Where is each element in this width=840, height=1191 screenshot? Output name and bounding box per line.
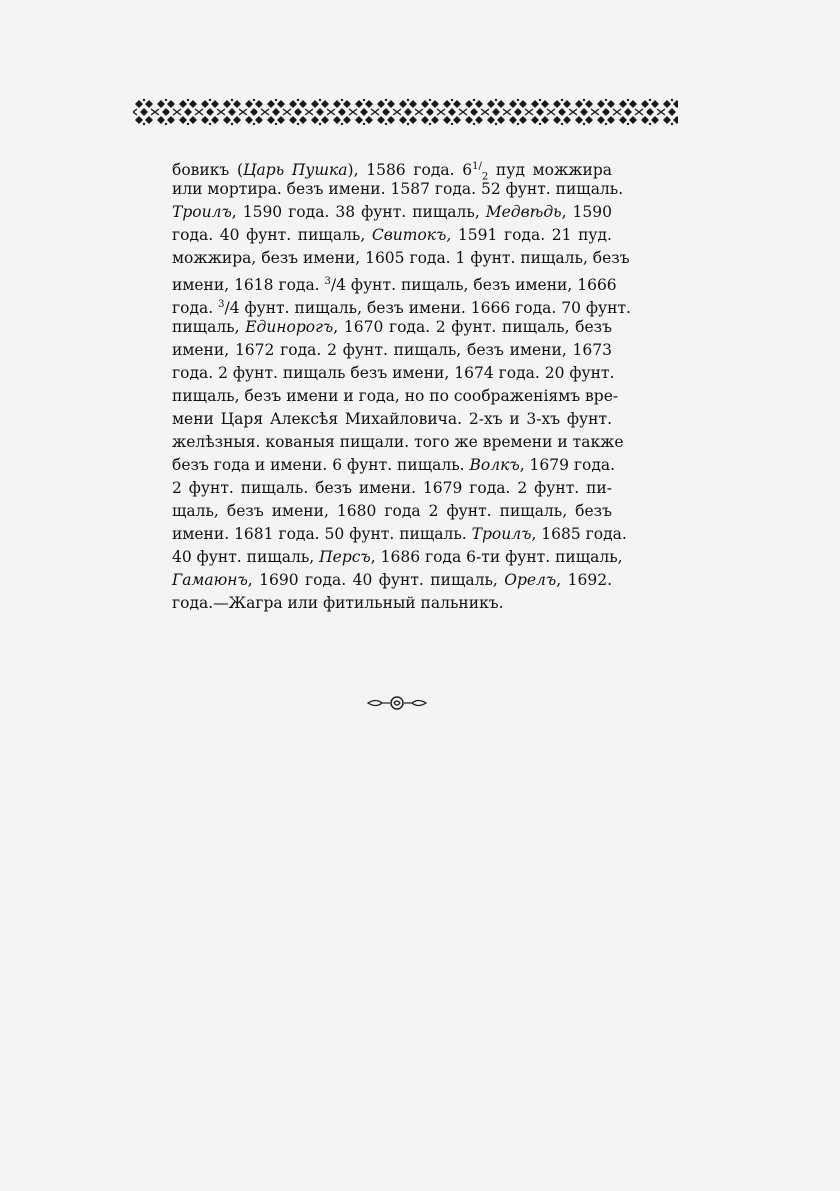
text-segment: , 1590 года. 38 фунт. пищаль, [231,203,486,221]
ornament-band-graphic [133,96,678,128]
text-segment: бовикъ ( [172,161,244,180]
text-line [172,362,615,385]
text-segment: , 1686 года 6-ти фунт. пищаль, [370,548,623,566]
text-line [172,500,612,523]
text-segment: 1/ [472,161,482,172]
text-segment: имени. 1681 года. 50 фунт. пищаль. [172,525,472,543]
text-line [172,454,616,477]
text-segment: пищаль, [172,318,246,336]
text-segment: года. [172,299,219,318]
text-line [172,178,624,201]
text-segment: 2 фунт. пищаль. безъ имени. 1679 года. 2 фунт. пи- [172,479,612,497]
text-segment: , 1690 года. 40 фунт. пищаль, [247,571,505,589]
text-segment: пищаль, безъ имени и года, но по соображеніямъ вре- [172,387,619,405]
tail-ornament [366,694,428,712]
text-segment: , 1590 [561,203,612,221]
text-segment: /4 фунт. пищаль, безъ имени. 1666 года. 70 фунт. [224,299,631,318]
text-segment: 2 [481,171,489,183]
text-line [172,523,627,546]
text-line [172,247,630,270]
text-segment: мени Царя Алексѣя Михайловича. 2-хъ и 3-хъ фунт. [172,410,612,428]
text-segment: можжира, безъ имени, 1605 года. 1 фунт. пищаль, безъ [172,249,630,267]
text-segment: 1591 года. 21 пуд. [451,226,612,244]
text-segment: пуд можжира [488,161,613,180]
text-line [172,546,623,569]
text-segment: 3 [218,299,225,310]
italic-name: Единорогъ [245,318,334,336]
text-line [172,339,612,362]
italic-name: Медвѣдь [485,203,562,221]
text-segment: года. 2 фунт. пищаль безъ имени, 1674 года. 20 фунт. [172,364,615,382]
text-segment: года.—Жагра или фитильный пальникъ. [172,594,504,612]
text-line [172,569,612,592]
italic-name: Персъ [319,548,371,566]
text-segment: , 1679 года. [519,456,616,474]
text-segment: безъ года и имени. 6 фунт. пищаль. [172,456,470,474]
italic-name: Гамаюнъ [172,571,248,589]
text-segment: имени, 1672 года. 2 фунт. пищаль, безъ имени, 1673 [172,341,612,359]
tail-ornament-graphic [366,694,428,712]
text-line [172,385,619,408]
body-text [172,155,631,615]
text-segment: ), 1586 года. 6 [347,161,473,180]
text-line [172,201,612,224]
text-line [172,408,612,431]
text-line [172,155,613,183]
text-segment: 40 фунт. пищаль, [172,548,320,566]
italic-name: Волкъ [469,456,520,474]
text-line [172,431,624,454]
text-segment: имени, 1618 года. [172,276,325,295]
text-segment: /4 фунт. пищаль, безъ имени, 1666 [330,276,617,295]
text-segment: или мортира. безъ имени. 1587 года. 52 фунт. пищаль. [172,180,624,198]
text-segment: желѣзныя. кованыя пищали. того же времени и также [172,433,624,451]
italic-name: Орелъ [504,571,557,589]
text-line [172,592,612,615]
text-segment: , 1692. [556,571,612,589]
italic-name: Царь Пушка [243,161,348,180]
italic-name: Свитокъ, [371,226,452,244]
text-line [172,316,612,339]
text-line [172,293,631,318]
header-ornament-band [133,96,678,128]
text-segment: щаль, безъ имени, 1680 года 2 фунт. пищаль, безъ [172,502,612,520]
italic-name: Троилъ [172,203,232,221]
text-segment: года. 40 фунт. пищаль, [172,226,372,244]
text-line [172,270,617,295]
text-line [172,224,612,247]
text-segment: , 1670 года. 2 фунт. пищаль, безъ [333,318,612,336]
text-segment: 3 [324,276,331,287]
italic-name: Троилъ [471,525,532,543]
text-segment: , 1685 года. [531,525,627,543]
text-line [172,477,612,500]
